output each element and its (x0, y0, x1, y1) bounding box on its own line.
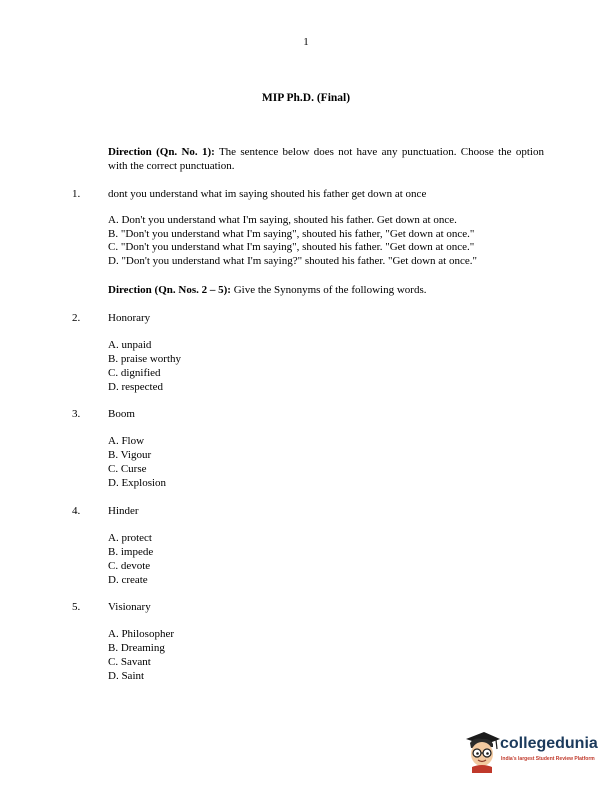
direction-text: The sentence below does not have any punctuation. Choose the option with the correct punctuation. (108, 146, 544, 172)
option: B. Dreaming (108, 642, 165, 654)
option: D. "Don't you understand what I'm saying?" shouted his father. "Get down at once." (108, 254, 477, 267)
option: C. devote (108, 560, 151, 572)
option: C. Curse (108, 463, 147, 475)
page-title: MIP Ph.D. (Final) (261, 92, 351, 104)
option: A. Don't you understand what I'm saying, shouted his father. Get down at once. (108, 214, 457, 226)
logo-tagline: India's largest Student Review Platform (501, 756, 595, 762)
option: B. impede (108, 546, 154, 558)
options-list (108, 531, 153, 587)
question-text: Visionary (108, 601, 151, 613)
question-text: Honorary (108, 312, 151, 324)
option: C. Savant (108, 656, 151, 668)
option: C. "Don't you understand what I'm saying", shouted his father. "Get down at once." (108, 241, 475, 253)
option: D. create (108, 574, 148, 586)
collegedunia-logo[interactable] (462, 727, 602, 777)
direction-qn-1 (108, 146, 544, 173)
question-number: 4. (72, 505, 81, 517)
option: D. Explosion (108, 477, 167, 489)
option: B. Vigour (108, 449, 152, 461)
option: C. dignified (108, 367, 161, 379)
question-text: Boom (108, 408, 135, 420)
option: D. Saint (108, 670, 145, 682)
options-list (108, 214, 477, 268)
options-list (108, 434, 166, 490)
page-number: 1 (303, 36, 309, 48)
question-number: 3. (72, 408, 81, 420)
question-number: 1. (72, 188, 81, 200)
option: A. unpaid (108, 339, 152, 351)
question-number: 5. (72, 601, 81, 613)
option: B. "Don't you understand what I'm saying", shouted his father, "Get down at once." (108, 227, 475, 240)
question-text: Hinder (108, 505, 139, 517)
options-list (108, 627, 174, 683)
option: A. protect (108, 532, 152, 544)
option: A. Flow (108, 435, 145, 447)
option: B. praise worthy (108, 353, 182, 365)
option: D. respected (108, 381, 163, 393)
graduate-mascot-icon (462, 727, 502, 773)
direction-label: Direction (Qn. Nos. 2 – 5): (108, 284, 231, 296)
direction-text: Give the Synonyms of the following words. (230, 284, 427, 296)
logo-name: collegedunia (500, 735, 598, 752)
question-text: dont you understand what im saying shouted his father get down at once (108, 188, 427, 200)
options-list (108, 338, 181, 394)
direction-qn-2-5 (108, 284, 568, 298)
direction-label: Direction (Qn. No. 1): (108, 146, 215, 158)
option: A. Philosopher (108, 628, 174, 640)
question-number: 2. (72, 312, 81, 324)
